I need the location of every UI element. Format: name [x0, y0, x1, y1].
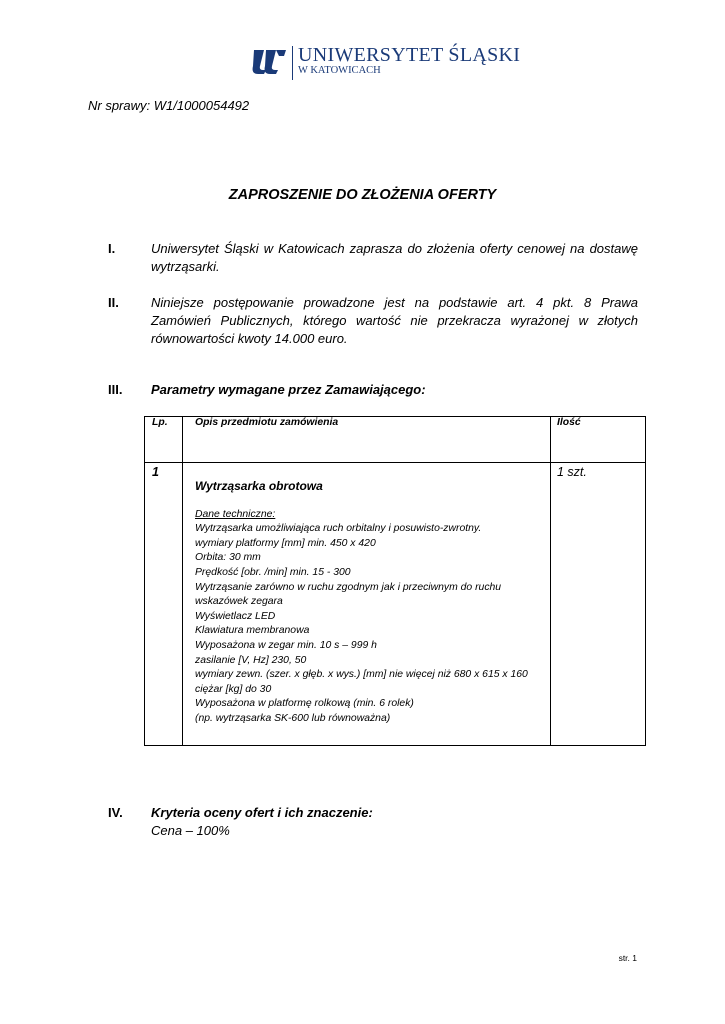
spec-line: Wytrząsarka umożliwiająca ruch orbitalny i posuwisto-zwrotny. [195, 523, 482, 535]
spec-line: Wyposażona w zegar min. 10 s – 999 h [195, 639, 377, 651]
section-number-3: III. [108, 382, 123, 397]
table-header-row [145, 417, 646, 463]
logo-divider [292, 46, 293, 80]
header-description: Opis przedmiotu zamówienia [183, 417, 551, 463]
section-text-1: Uniwersytet Śląski w Katowicach zaprasza do złożenia oferty cenowej na dostawę wytrząsarki. [151, 241, 638, 274]
table-row [145, 463, 646, 746]
item-name: Wytrząsarka obrotowa [195, 479, 323, 493]
spec-line: Wyposażona w platformę rolkową (min. 6 rolek) [195, 698, 414, 710]
spec-heading: Dane techniczne: [195, 508, 276, 520]
header-lp: Lp. [145, 417, 183, 463]
spec-line: wymiary zewn. (szer. x głęb. x wys.) [mm] nie więcej niż 680 x 615 x 160 [195, 669, 528, 681]
spec-line: wymiary platformy [mm] min. 450 x 420 [195, 537, 376, 549]
page-number: str. 1 [618, 953, 637, 963]
section-number-2: II. [108, 295, 119, 310]
row-quantity: 1 szt. [551, 463, 646, 746]
parameters-table [144, 416, 646, 746]
document-title: ZAPROSZENIE DO ZŁOŻENIA OFERTY [228, 187, 497, 203]
section-heading-3: Parametry wymagane przez Zamawiającego: [151, 382, 426, 397]
section-heading-4: Kryteria oceny ofert i ich znaczenie: [151, 805, 373, 820]
spec-line: (np. wytrząsarka SK-600 lub równoważna) [195, 712, 391, 724]
section-text-2: Niniejsze postępowanie prowadzone jest na podstawie art. 4 pkt. 8 Prawa Zamówień Publicznych, którego wartość nie przekracza wyrażonej w złotych równowartości kwoty 14.000 euro. [151, 295, 638, 346]
spec-line: Orbita: 30 mm [195, 552, 261, 564]
section-number-4: IV. [108, 805, 123, 820]
spec-line: Prędkość [obr. /min] min. 15 - 300 [195, 566, 351, 578]
spec-line: Wyświetlacz LED [195, 610, 276, 622]
logo-university-name: UNIWERSYTET ŚLĄSKI [298, 44, 521, 66]
row-description [183, 463, 551, 746]
header-quantity: Ilość [551, 417, 646, 463]
section-number-1: I. [108, 241, 116, 256]
logo-city: W KATOWICACH [298, 65, 381, 76]
spec-line: Wytrząsanie zarówno w ruchu zgodnym jak i przeciwnym do ruchu wskazówek zegara [195, 581, 502, 608]
section-text-4: Cena – 100% [151, 823, 230, 838]
university-logo [252, 44, 521, 84]
spec-line: ciężar [kg] do 30 [195, 683, 272, 695]
row-lp: 1 [145, 463, 183, 746]
university-emblem-icon [252, 48, 286, 76]
case-number: Nr sprawy: W1/1000054492 [88, 98, 250, 113]
spec-line: zasilanie [V, Hz] 230, 50 [195, 654, 307, 666]
spec-line: Klawiatura membranowa [195, 625, 310, 637]
